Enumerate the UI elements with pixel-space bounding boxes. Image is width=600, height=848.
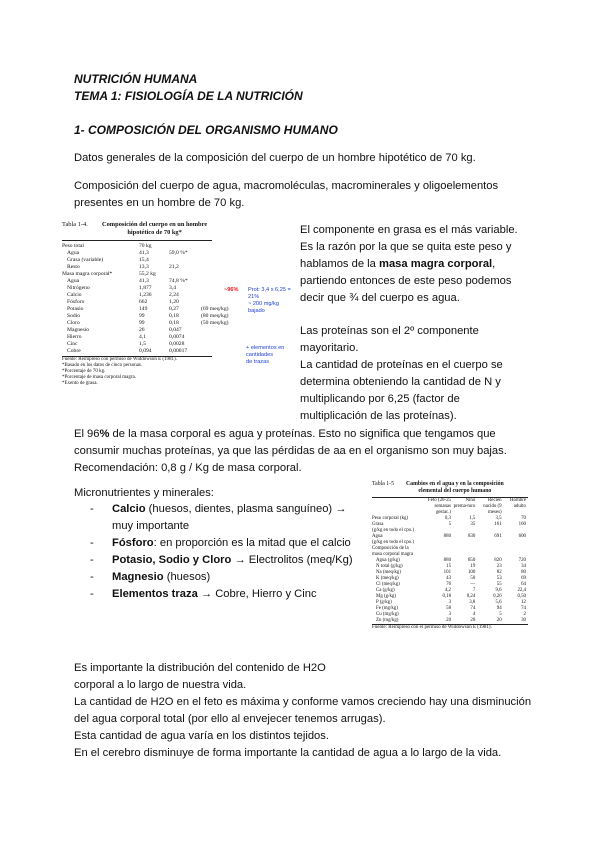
fat-paragraph bbox=[300, 222, 560, 307]
table-cell-value: 43 bbox=[446, 576, 452, 581]
table-cell-annotation bbox=[201, 257, 231, 264]
table-cell-value: 20 bbox=[470, 618, 476, 623]
table-1-5-number: Tabla 1-5 bbox=[372, 481, 394, 487]
table-cell-value: 0,18 bbox=[442, 594, 452, 599]
minerals-title: Micronutrientes y minerales: bbox=[74, 487, 214, 499]
table-cell-value: 53 bbox=[496, 576, 502, 581]
protein-line-6: multiplicación de las proteínas). bbox=[300, 410, 457, 422]
table-cell-value: 94 bbox=[496, 606, 502, 611]
protein-line-2: mayoritario. bbox=[300, 342, 359, 354]
table-1-4-footnote: *Exento de grasa. bbox=[62, 381, 98, 386]
table-cell-label: Cinc bbox=[67, 341, 78, 347]
blue-annotation-line-2: ~ 200 mg/kg bajado bbox=[248, 301, 279, 314]
table-cell-value: 0,3 bbox=[444, 516, 452, 521]
table-cell-value: 4,2 bbox=[444, 588, 452, 593]
table-cell-value: 0,094 bbox=[139, 348, 152, 354]
table-cell-value: 2 bbox=[523, 612, 526, 617]
table-cell-value: 820 bbox=[494, 558, 502, 563]
table-cell-label: Mg (g/kg) bbox=[376, 594, 396, 599]
table-row bbox=[62, 271, 231, 278]
table-row bbox=[62, 341, 231, 348]
table-cell-value: 0,0074 bbox=[169, 334, 185, 340]
blue-annotation-trace bbox=[246, 345, 296, 366]
table-cell-label: Agua bbox=[67, 278, 80, 284]
section-title: 1- COMPOSICIÓN DEL ORGANISMO HUMANO bbox=[74, 123, 338, 137]
table-cell-label: Resto bbox=[67, 264, 80, 270]
red-annotation: ~96% bbox=[224, 287, 239, 293]
mineral-item-electrolytes: - Potasio, Sodio y Cloro → Electrolitos (meq/Kg) bbox=[90, 554, 353, 566]
table-row bbox=[62, 320, 231, 327]
table-cell-value: 691 bbox=[494, 534, 502, 539]
table-cell-value: 80 bbox=[521, 570, 526, 575]
table-cell-value: 99 bbox=[139, 313, 145, 319]
table-row bbox=[62, 257, 231, 264]
table-cell-label: Na (meq/kg) bbox=[376, 570, 401, 575]
table-cell-annotation bbox=[201, 264, 231, 271]
table-cell-value: 101 bbox=[443, 570, 452, 575]
table-cell-value: 26 bbox=[139, 327, 145, 333]
table-cell-label: P (g/kg) bbox=[376, 600, 392, 605]
table-1-5-col-header: Hombre adulto bbox=[509, 498, 526, 509]
table-cell-label: Magnesio bbox=[67, 327, 90, 333]
table-cell-annotation bbox=[201, 278, 231, 285]
table-cell-value: 3,5 bbox=[495, 516, 502, 521]
table-cell-value: 161 bbox=[494, 522, 502, 527]
table-cell-annotation bbox=[201, 327, 231, 334]
table-cell-value: 41,3 bbox=[139, 250, 149, 256]
table-cell-value: 99 bbox=[139, 320, 145, 326]
table-cell-label: Calcio bbox=[67, 292, 82, 298]
water-line-4: del agua corporal total (por ello al envejecer tenemos arrugas). bbox=[74, 713, 386, 725]
table-cell-value: 70 kg bbox=[139, 243, 152, 249]
table-1-5-col-header: Feto (20-25 semanas gestac.) bbox=[428, 498, 452, 515]
table-cell-value: 15,4 bbox=[139, 257, 149, 263]
table-cell-value: 2,24 bbox=[169, 292, 179, 298]
ninety-six-line-2: consumir muchas proteínas, ya que las pérdidas de aa en el organismo son muy bajas. bbox=[74, 445, 507, 457]
fat-line-3: hablamos de la masa magra corporal, bbox=[300, 258, 496, 270]
table-cell-value: 0,50 bbox=[517, 594, 526, 599]
minerals-list bbox=[90, 501, 365, 603]
table-cell-value: 1,5 bbox=[139, 341, 146, 347]
table-cell-value: 720 bbox=[518, 558, 526, 563]
table-cell-value: 5,6 bbox=[495, 600, 502, 605]
table-cell-value: 7 bbox=[472, 588, 476, 593]
table-cell-annotation bbox=[201, 334, 231, 341]
table-cell-annotation: (69 meq/kg) bbox=[201, 306, 229, 312]
table-cell-value: — bbox=[470, 582, 476, 587]
table-cell-value: 21,2 bbox=[169, 264, 179, 270]
intro-paragraph: Datos generales de la composición del cuerpo de un hombre hipotético de 70 kg. bbox=[74, 152, 476, 164]
table-cell-value: 58 bbox=[446, 606, 452, 611]
table-cell-value: 160 bbox=[518, 522, 526, 527]
table-row bbox=[62, 278, 231, 285]
table-cell-value: 12 bbox=[521, 600, 526, 605]
water-line-2: corporal a lo largo de nuestra vida. bbox=[74, 679, 247, 691]
table-cell-value: 82 bbox=[496, 570, 502, 575]
table-row bbox=[62, 348, 231, 355]
blue-annotation-line-1: Prot: 3,4 x 6,25 = 21% bbox=[248, 287, 291, 300]
table-cell-value: 3,4 bbox=[169, 285, 176, 291]
table-cell-label: Agua (g/kg) bbox=[376, 558, 400, 563]
table-cell-value: 74,8 %* bbox=[169, 278, 188, 284]
table-cell-label: Peso total bbox=[62, 243, 84, 249]
topic-title: TEMA 1: FISIOLOGÍA DE LA NUTRICIÓN bbox=[74, 89, 303, 103]
table-cell-value: 3 bbox=[448, 612, 452, 617]
table-cell-value: 34 bbox=[521, 564, 526, 569]
table-row bbox=[62, 299, 231, 306]
table-cell-value bbox=[169, 243, 201, 250]
table-cell-value: 19 bbox=[470, 564, 476, 569]
table-cell-label: Agua bbox=[67, 250, 80, 256]
mineral-item-phosphorus: - Fósforo: en proporción es la mitad que el calcio bbox=[90, 537, 351, 549]
table-cell-value: 5 bbox=[448, 522, 452, 527]
table-1-5-caption bbox=[372, 481, 528, 495]
table-cell-label: K (meq/kg) bbox=[376, 576, 399, 581]
table-row bbox=[62, 250, 231, 257]
table-cell-value: 880 bbox=[443, 534, 452, 539]
table-cell-label: Cu (mg/kg) bbox=[376, 612, 399, 617]
table-cell-value: 55,2 kg bbox=[139, 271, 156, 277]
table-cell-value: 74 bbox=[470, 606, 476, 611]
composition-line-1: Composición del cuerpo de agua, macromoléculas, macrominerales y oligoelementos bbox=[74, 180, 499, 192]
table-cell-value: 9,6 bbox=[495, 588, 502, 593]
water-line-5: Esta cantidad de agua varía en los distintos tejidos. bbox=[74, 730, 329, 742]
mineral-item-magnesium: - Magnesio (huesos) bbox=[90, 571, 211, 583]
table-row bbox=[62, 285, 231, 292]
table-cell-value: 20 bbox=[496, 618, 502, 623]
table-1-5-title-line-1: Cambios en el agua y en la composición bbox=[406, 481, 504, 487]
table-1-5-subtitle: Composición de la bbox=[372, 546, 409, 551]
table-cell-value: 100 bbox=[467, 570, 476, 575]
fat-line-5: decir que ¾ del cuerpo es agua. bbox=[300, 292, 460, 304]
table-cell-label: (g/kg en todo el cpo.) bbox=[372, 528, 414, 533]
table-1-4-title-line-2: hipotético de 70 kg* bbox=[127, 229, 182, 236]
table-1-4-footnote: *Porcentaje de 70 kg. bbox=[62, 369, 106, 374]
table-cell-value: 0,18 bbox=[169, 313, 179, 319]
table-cell-value: 3 bbox=[448, 600, 452, 605]
table-cell-value: 22,4 bbox=[517, 588, 526, 593]
water-line-6: En el cerebro disminuye de forma importante la cantidad de agua a lo largo de la vida. bbox=[74, 747, 502, 759]
table-cell-value: 0,26 bbox=[493, 594, 502, 599]
table-1-5-col-header: Recién nacido (9 meses) bbox=[483, 498, 502, 515]
table-cell-label: Cl (meq/kg) bbox=[376, 582, 400, 587]
ninety-six-line-1: El 96% de la masa corporal es agua y proteínas. Esto no significa que tengamos que bbox=[74, 428, 496, 440]
table-cell-label: Masa magra corporal* bbox=[62, 271, 113, 277]
table-row bbox=[62, 264, 231, 271]
table-cell-value: 0,27 bbox=[169, 306, 179, 312]
table-cell-label: N total (g/kg) bbox=[376, 564, 403, 569]
table-cell-value: 880 bbox=[443, 558, 452, 563]
table-cell-value: 50 bbox=[470, 576, 476, 581]
table-1-4-source: Fuente: Reimpreso con permiso de Widdowson E (1981). bbox=[62, 357, 177, 362]
blue-annotation-protein bbox=[248, 287, 296, 315]
table-cell-label: (g/kg en todo el cpo.) bbox=[372, 540, 414, 545]
table-cell-label: Hierro bbox=[67, 334, 82, 340]
table-cell-value: 74 bbox=[521, 606, 526, 611]
table-1-4-body bbox=[62, 243, 231, 355]
table-cell-value: 55 bbox=[496, 582, 502, 587]
table-1-5-body bbox=[372, 498, 528, 624]
table-row bbox=[62, 313, 231, 320]
fat-line-1: El componente en grasa es el más variable. bbox=[300, 224, 518, 236]
water-paragraph bbox=[74, 660, 554, 762]
table-cell-value: 0,047 bbox=[169, 327, 182, 333]
table-cell-value bbox=[169, 271, 201, 278]
table-row bbox=[62, 306, 231, 313]
table-cell-value bbox=[169, 257, 201, 264]
lean-mass-term: masa magra corporal bbox=[379, 258, 493, 270]
table-cell-annotation bbox=[201, 341, 231, 348]
table-cell-label: Fe (mg/kg) bbox=[376, 606, 398, 611]
water-line-1: Es importante la distribución del contenido de H2O bbox=[74, 662, 326, 674]
table-cell-value: 1,877 bbox=[139, 285, 152, 291]
table-cell-annotation bbox=[201, 243, 231, 250]
table-cell-value: 30 bbox=[521, 618, 526, 623]
table-cell-value: 3,8 bbox=[469, 600, 476, 605]
protein-line-3: La cantidad de proteínas en el cuerpo se bbox=[300, 359, 503, 371]
table-1-5-title-line-2: elemental del cuerpo humano bbox=[418, 488, 492, 494]
table-1-4-footnote: *Porcentaje de masa corporal magra. bbox=[62, 375, 136, 380]
table-cell-value: 1,236 bbox=[139, 292, 152, 298]
table-cell-value: 4,1 bbox=[139, 334, 146, 340]
table-cell-value: 1,5 bbox=[469, 516, 476, 521]
table-cell-label: Nitrógeno bbox=[67, 285, 90, 291]
table-1-5-col-header: Niño prema-turo bbox=[453, 498, 476, 509]
table-cell-value: 20 bbox=[446, 618, 452, 623]
table-cell-value: 0,0028 bbox=[169, 341, 185, 347]
table-cell-annotation bbox=[201, 271, 231, 278]
table-cell-value: 850 bbox=[467, 558, 476, 563]
table-cell-label: Cloro bbox=[67, 320, 80, 326]
table-row bbox=[62, 243, 231, 250]
table-cell-label: Fósforo bbox=[67, 299, 85, 305]
table-cell-value: 662 bbox=[139, 299, 148, 305]
table-cell-value: 5 bbox=[499, 612, 502, 617]
table-cell-annotation bbox=[201, 292, 231, 299]
table-cell-value: 600 bbox=[518, 534, 526, 539]
protein-paragraph bbox=[300, 323, 560, 425]
composition-line-2: presentes en un hombre de 70 kg. bbox=[74, 197, 245, 209]
table-1-4-number: Tabla 1-4. bbox=[62, 221, 88, 228]
table-cell-value: 0,24 bbox=[466, 594, 476, 599]
table-cell-label: Peso corporal (kg) bbox=[372, 516, 409, 521]
table-1-4-title-line-1: Composición del cuerpo en un hombre bbox=[102, 221, 208, 228]
table-1-4-caption bbox=[62, 221, 296, 237]
table-cell-label: Potasio bbox=[67, 306, 84, 312]
fat-line-4: partiendo entonces de este peso podemos bbox=[300, 275, 512, 287]
table-cell-value: 15 bbox=[446, 564, 452, 569]
table-cell-value: 13,3 bbox=[139, 264, 149, 270]
table-cell-value: 1,20 bbox=[169, 299, 179, 305]
table-cell-value: 149 bbox=[139, 306, 148, 312]
table-1-4 bbox=[62, 221, 296, 387]
table-row bbox=[62, 292, 231, 299]
table-cell-value: 69 bbox=[521, 576, 526, 581]
table-row bbox=[62, 327, 231, 334]
table-cell-value: 70 bbox=[521, 516, 526, 521]
blue-annotation-line-3: + elementos en cantidades bbox=[246, 345, 285, 358]
table-cell-value: 76 bbox=[446, 582, 452, 587]
table-cell-annotation: (50 meq/kg) bbox=[201, 320, 229, 326]
table-cell-value: 64 bbox=[521, 582, 526, 587]
table-cell-annotation bbox=[201, 299, 231, 306]
table-cell-value: 41,3 bbox=[139, 278, 149, 284]
table-row bbox=[62, 334, 231, 341]
table-cell-value: 830 bbox=[467, 534, 476, 539]
table-1-5-source: Fuente: Reimpreso con el permiso de Widdowson E (1981). bbox=[372, 625, 492, 630]
course-title: NUTRICIÓN HUMANA bbox=[74, 72, 198, 86]
table-cell-value: 4 bbox=[472, 612, 476, 617]
mineral-item-calcium: - Calcio (huesos, dientes, plasma sanguíneo) → muy importante bbox=[90, 503, 347, 532]
table-cell-label: Ca (g/kg) bbox=[376, 588, 395, 593]
table-cell-annotation bbox=[201, 348, 231, 355]
table-cell-label: Grasa (variable) bbox=[67, 257, 104, 263]
ninety-six-paragraph bbox=[74, 426, 554, 477]
table-cell-value: 0,00017 bbox=[169, 348, 188, 354]
fat-line-2: Es la razón por la que se quita este peso y bbox=[300, 241, 512, 253]
protein-line-5: multiplicando por 6,25 (factor de bbox=[300, 393, 460, 405]
table-cell-label: Cobre bbox=[67, 348, 81, 354]
table-cell-label: Sodio bbox=[67, 313, 81, 319]
water-line-3: La cantidad de H2O en el feto es máxima y conforme vamos creciendo hay una disminución bbox=[74, 696, 532, 708]
table-1-4-footnote: *Basado en los datos de cinco personas. bbox=[62, 363, 143, 368]
table-cell-label: Zn (mg/kg) bbox=[376, 618, 399, 623]
table-cell-value: 59,0 %* bbox=[169, 250, 188, 256]
composition-paragraph bbox=[74, 178, 544, 212]
table-cell-value: 23 bbox=[496, 564, 502, 569]
blue-annotation-line-4: de trazas bbox=[246, 359, 270, 365]
table-cell-annotation: (80 meq/kg) bbox=[201, 313, 229, 319]
table-cell-label: Agua bbox=[372, 534, 383, 539]
protein-line-4: determina obteniendo la cantidad de N y bbox=[300, 376, 501, 388]
mineral-item-trace: - Elementos traza → Cobre, Hierro y Cinc bbox=[90, 588, 317, 600]
table-cell-label: Grasa bbox=[372, 522, 384, 527]
table-cell-value: 35 bbox=[470, 522, 476, 527]
ninety-six-line-3: Recomendación: 0,8 g / Kg de masa corporal. bbox=[74, 462, 302, 474]
table-1-5 bbox=[372, 481, 528, 641]
table-cell-annotation bbox=[201, 250, 231, 257]
protein-line-1: Las proteínas son el 2º componente bbox=[300, 325, 479, 337]
table-1-5-subtitle: masa corporal magra bbox=[372, 552, 414, 557]
table-cell-value: 0,18 bbox=[169, 320, 179, 326]
